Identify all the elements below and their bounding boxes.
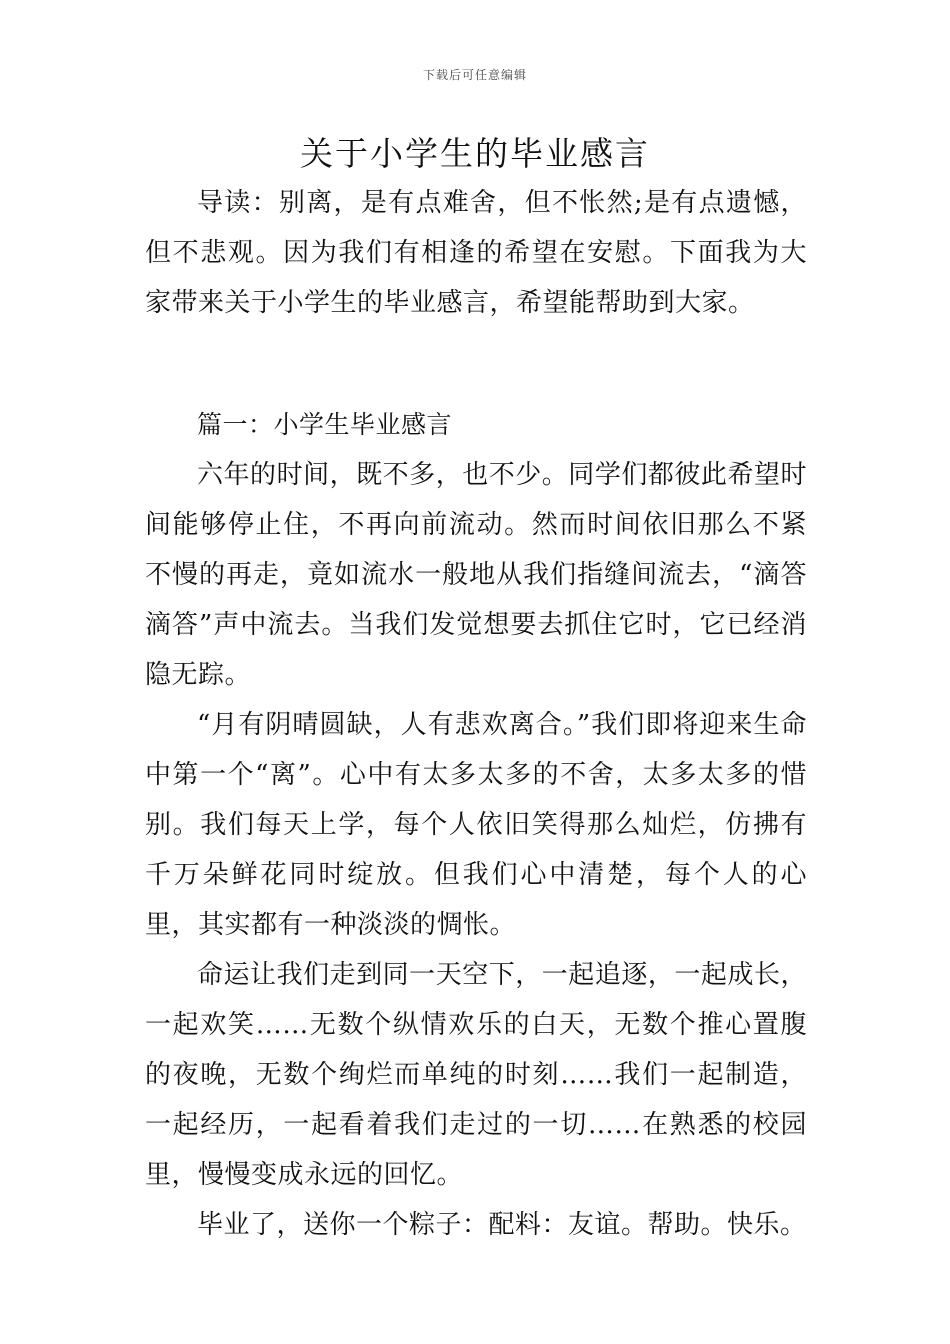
- body-paragraph-1: 六年的时间，既不多，也不少。同学们都彼此希望时间能够停止住，不再向前流动。然而时间依旧那么不紧不慢的再走，竟如流水一般地从我们指缝间流去，“滴答滴答”声中流去。当我们发觉想要去抓住它时，它已经消隐无踪。: [145, 460, 807, 690]
- intro-paragraph: 导读：别离，是有点难舍，但不怅然;是有点遗憾，但不悲观。因为我们有相逢的希望在安慰。下面我为大家带来关于小学生的毕业感言，希望能帮助到大家。: [145, 188, 807, 318]
- body-paragraph-4: 毕业了，送你一个粽子：配料：友谊。帮助。快乐。: [197, 1210, 807, 1240]
- body-paragraph-2: “月有阴晴圆缺，人有悲欢离合。”我们即将迎来生命中第一个“离”。心中有太多太多的不舍，太多太多的惜别。我们每天上学，每个人依旧笑得那么灿烂，仿拂有千万朵鲜花同时绽放。但我们心中清楚，每个人的心里，其实都有一种淡淡的惆怅。: [145, 710, 807, 940]
- blank-line: [145, 328, 807, 378]
- section-heading: 篇一：小学生毕业感言: [197, 410, 453, 439]
- page-title: 关于小学生的毕业感言: [300, 134, 650, 173]
- document-body: [145, 178, 807, 1250]
- body-paragraph-3: 命运让我们走到同一天空下，一起追逐，一起成长，一起欢笑……无数个纵情欢乐的白天，无数个推心置腹的夜晚，无数个绚烂而单纯的时刻……我们一起制造，一起经历，一起看着我们走过的一切……在熟悉的校园里，慢慢变成永远的回忆。: [145, 960, 807, 1190]
- header-note: 下载后可任意编辑: [422, 68, 527, 82]
